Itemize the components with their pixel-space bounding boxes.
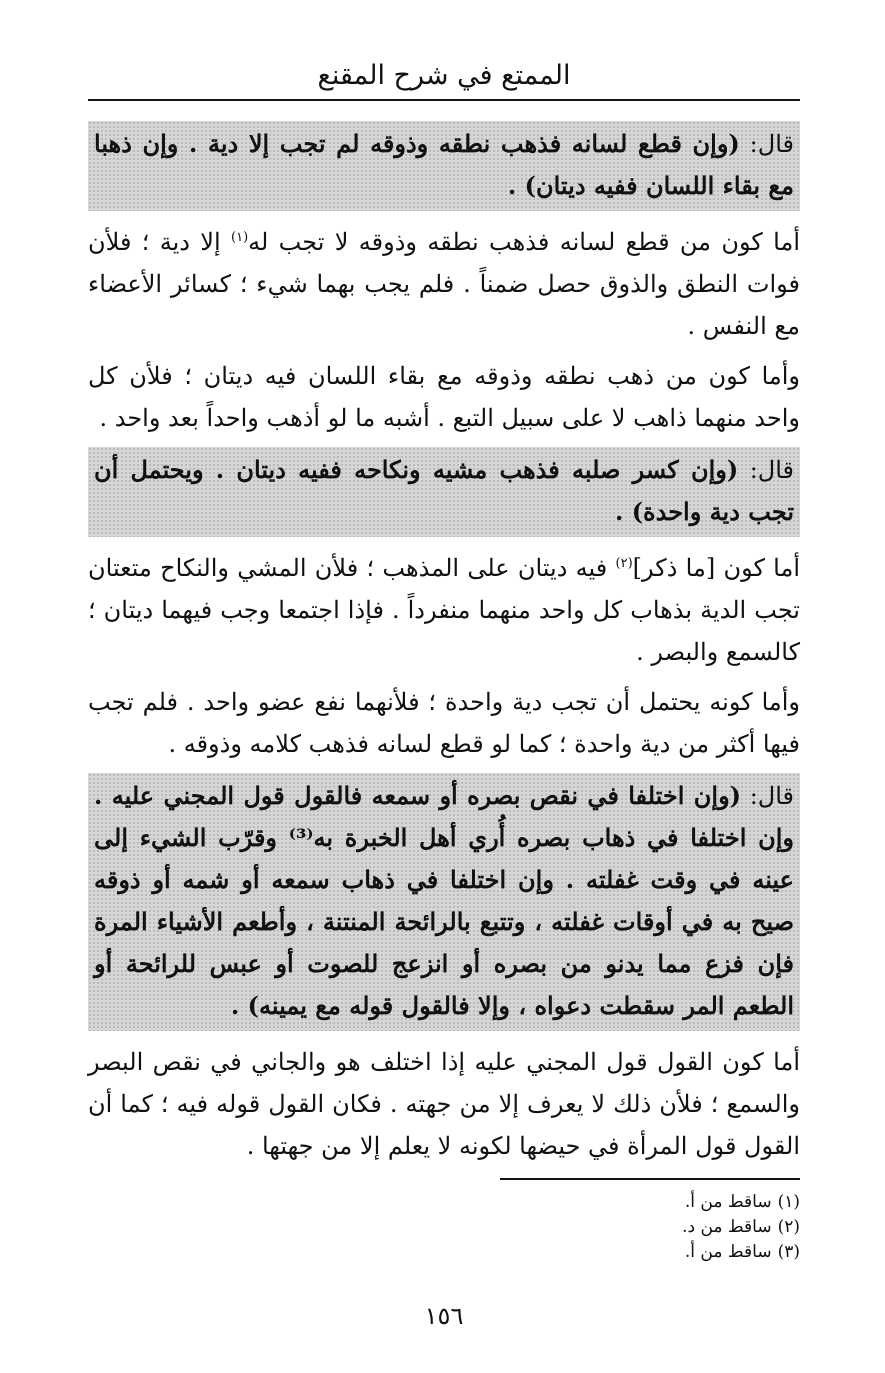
- footnote-text: ساقط من أ.: [684, 1242, 772, 1262]
- quote-block-1: [88, 121, 800, 211]
- paragraph-text: أما كون القول قول المجني عليه إذا اختلف هو والجاني في نقص البصر والسمع ؛ فلأن ذلك لا يعرف إلا من جهته . فكان القول قوله فيه ؛ كما أن القول قول المرأة في حيضها لكونه لا يعلم إلا من جهتها .: [88, 1048, 800, 1160]
- footnote-2: [88, 1215, 800, 1240]
- commentary-paragraph-2: [88, 355, 800, 439]
- quote-text: (وإن اختلفا في نقص بصره أو سمعه فالقول قول المجني عليه . وإن اختلفا في ذهاب بصره أُري أهل الخبرة به⁽³⁾ وقرّب الشيء إلى عينه في وقت غفلته . وإن اختلفا في ذهاب سمعه أو شمه أو ذوقه صيح به في أوقات غفلته ، وتتبع بالرائحة المنتنة ، وأطعم الأشياء المرة فإن فزع مما يدنو من بصره أو انزعج للصوت أو عبس للرائحة أو الطعم المر سقطت دعواه ، وإلا فالقول قوله مع يمينه) .: [94, 781, 794, 1020]
- commentary-paragraph-4: [88, 681, 800, 765]
- footnote-text: ساقط من أ.: [684, 1192, 772, 1212]
- quote-block-3: [88, 773, 800, 1031]
- quote-lead: قال:: [749, 456, 794, 484]
- commentary-paragraph-5: [88, 1041, 800, 1167]
- footnote-number: (٣): [777, 1242, 800, 1262]
- quote-lead: قال:: [749, 782, 794, 810]
- quote-block-2: [88, 447, 800, 537]
- commentary-paragraph-3: [88, 547, 800, 673]
- quote-text: (وإن كسر صلبه فذهب مشيه ونكاحه ففيه ديتان . ويحتمل أن تجب دية واحدة) .: [94, 455, 794, 526]
- paragraph-text: أما كون [ما ذكر]: [632, 554, 801, 582]
- quote-text: (وإن قطع لسانه فذهب نطقه وذوقه لم تجب إلا دية . وإن ذهبا مع بقاء اللسان ففيه ديتان) .: [94, 129, 794, 200]
- paragraph-text: وأما كون من ذهب نطقه وذوقه مع بقاء اللسان فيه ديتان ؛ فلأن كل واحد منهما ذاهب لا على سبيل التبع . أشبه ما لو أذهب واحداً بعد واحد .: [88, 362, 800, 432]
- footnote-3: [88, 1240, 800, 1265]
- footnote-ref: (٢): [615, 556, 633, 571]
- header-rule: [88, 99, 800, 101]
- paragraph-text-continued: إلا دية ؛ فلأن فوات النطق والذوق حصل ضمناً . فلم يجب بهما شيء ؛ كسائر الأعضاء مع النفس .: [88, 228, 800, 340]
- book-page: [88, 0, 800, 1373]
- footnote-1: [88, 1190, 800, 1215]
- page-number: ١٥٦: [424, 1302, 464, 1330]
- paragraph-text: أما كون من قطع لسانه فذهب نطقه وذوقه لا تجب له: [248, 228, 800, 256]
- footnote-number: (١): [777, 1192, 800, 1212]
- quote-lead: قال:: [749, 130, 794, 158]
- footnote-text: ساقط من د.: [682, 1217, 772, 1237]
- running-header: الممتع في شرح المقنع: [317, 60, 571, 91]
- footnote-ref: (١): [231, 230, 249, 245]
- paragraph-text: وأما كونه يحتمل أن تجب دية واحدة ؛ فلأنهما نفع عضو واحد . فلم تجب فيها أكثر من دية واحدة ؛ كما لو قطع لسانه فذهب كلامه وذوقه .: [88, 688, 800, 758]
- commentary-paragraph-1: [88, 221, 800, 347]
- paragraph-text-continued: فيه ديتان على المذهب ؛ فلأن المشي والنكاح متعتان تجب الدية بذهاب كل واحد منهما منفرداً . فإذا اجتمعا وجب فيهما ديتان ؛ كالسمع والبصر .: [88, 554, 800, 666]
- body-text: [88, 121, 800, 1175]
- footnote-rule: [500, 1178, 800, 1180]
- footnotes: [88, 1190, 800, 1265]
- footnote-number: (٢): [777, 1217, 800, 1237]
